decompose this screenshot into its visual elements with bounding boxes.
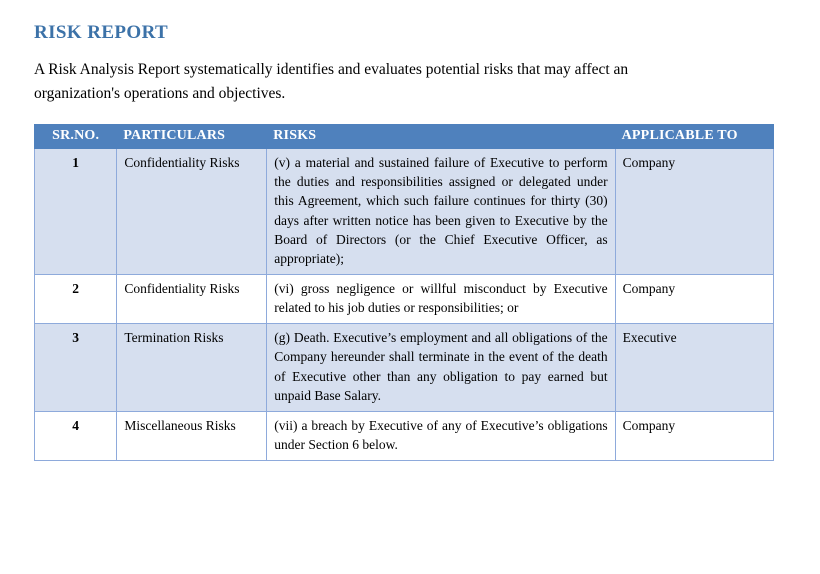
- cell-applicable-to: Company: [615, 274, 773, 323]
- cell-sr-no: 3: [35, 324, 117, 412]
- cell-applicable-to: Company: [615, 411, 773, 460]
- cell-particulars: Confidentiality Risks: [117, 274, 267, 323]
- cell-risks: (vii) a breach by Executive of any of Executive’s obligations under Section 6 below.: [267, 411, 615, 460]
- cell-sr-no: 2: [35, 274, 117, 323]
- cell-particulars: Miscellaneous Risks: [117, 411, 267, 460]
- intro-paragraph: A Risk Analysis Report systematically identifies and evaluates potential risks that may affect an organization's operations and objectives.: [34, 61, 629, 103]
- risk-table: [34, 124, 774, 461]
- cell-particulars: Termination Risks: [117, 324, 267, 412]
- cell-sr-no: 4: [35, 411, 117, 460]
- column-header-particulars: PARTICULARS: [117, 125, 267, 149]
- cell-particulars: Confidentiality Risks: [117, 149, 267, 275]
- cell-risks: (vi) gross negligence or willful misconduct by Executive related to his job duties or responsibilities; or: [267, 274, 615, 323]
- cell-risks: (g) Death. Executive’s employment and all obligations of the Company hereunder shall terminate in the event of the death of Executive other than any obligation to pay earned but unpaid Base Salary.: [267, 324, 615, 412]
- table-header: [35, 125, 774, 149]
- cell-sr-no: 1: [35, 149, 117, 275]
- column-header-risks: RISKS: [267, 125, 615, 149]
- table-row: [35, 324, 774, 412]
- cell-applicable-to: Company: [615, 149, 773, 275]
- page-title: RISK REPORT: [34, 22, 169, 43]
- column-header-sr-no: SR.NO.: [35, 125, 117, 149]
- cell-risks: (v) a material and sustained failure of Executive to perform the duties and responsibilities assigned or delegated under this Agreement, which such failure continues for thirty (30) days after written notice has been given to Executive by the Board of Directors (or the Chief Executive Officer, as appropriate);: [267, 149, 615, 275]
- column-header-applicable-to: APPLICABLE TO: [615, 125, 773, 149]
- table-row: [35, 274, 774, 323]
- table-row: [35, 411, 774, 460]
- cell-applicable-to: Executive: [615, 324, 773, 412]
- table-body: [35, 149, 774, 461]
- table-header-row: [35, 125, 774, 149]
- table-row: [35, 149, 774, 275]
